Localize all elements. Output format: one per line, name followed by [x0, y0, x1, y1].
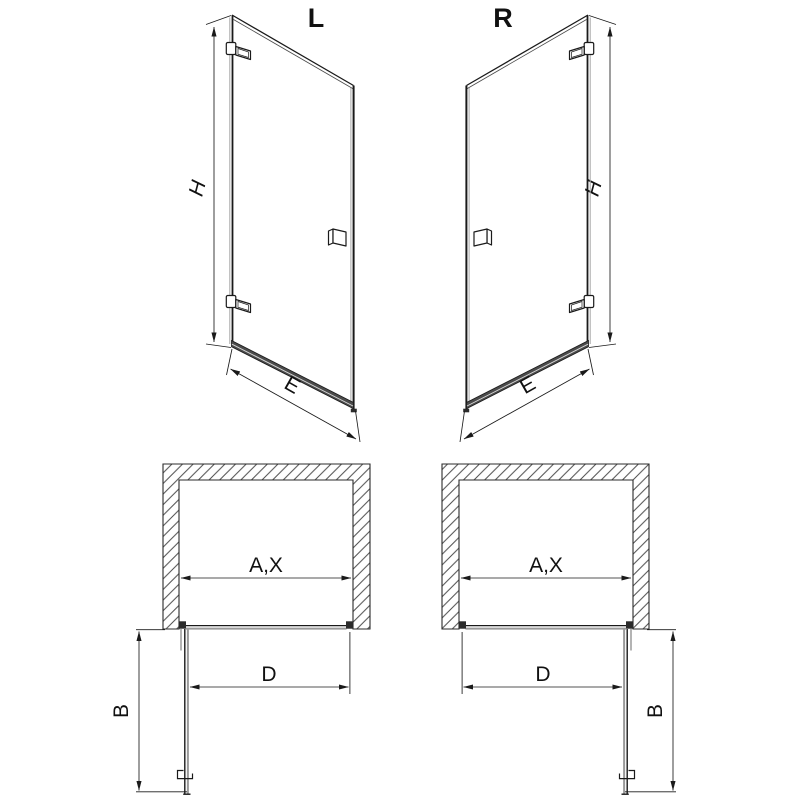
ax-dimension-label: A,X [249, 554, 283, 577]
d-dimension-label: D [261, 663, 277, 686]
plan-right-view [442, 464, 676, 794]
h-extension-bottom [589, 344, 616, 348]
glass-top-edge [467, 15, 589, 86]
hinge-bottom-icon [226, 296, 236, 308]
glass-top-edge-inner [234, 20, 354, 90]
wall-profile-left [459, 621, 466, 628]
handle-knob-icon [474, 229, 487, 246]
ax-dimension-label: A,X [529, 554, 563, 577]
wall-section [163, 464, 370, 629]
h-extension-bottom [206, 344, 231, 348]
b-dimension-label: B [644, 703, 667, 719]
door-left-label: L [307, 3, 325, 33]
hinge-top-icon [226, 43, 236, 55]
h-extension-top [589, 16, 616, 25]
h-dimension-label: H [580, 178, 607, 199]
handle-knob-icon [333, 229, 346, 246]
wall-profile-left [179, 621, 186, 628]
e-extension-right [356, 411, 361, 442]
door-left-view [185, 3, 360, 442]
wall-profile-right [346, 621, 353, 628]
hinge-top-icon [584, 43, 594, 55]
e-extension-left [460, 411, 465, 442]
handle-knob-side [329, 229, 334, 245]
handle-knob-side [487, 229, 492, 245]
e-dimension-label: E [516, 371, 540, 399]
wall-profile-right [626, 621, 633, 628]
e-extension-left [227, 349, 233, 375]
plan-left-view [110, 464, 370, 794]
wall-section [442, 464, 649, 629]
b-dimension-label: B [110, 703, 133, 719]
h-extension-top [206, 16, 231, 25]
h-dimension-label: H [184, 178, 211, 199]
d-dimension-label: D [535, 663, 551, 686]
hinge-bottom-icon [584, 296, 594, 308]
door-right-label: R [493, 3, 513, 33]
door-right-view [460, 3, 616, 442]
glass-top-edge [232, 15, 354, 86]
e-extension-right [588, 349, 594, 375]
glass-top-edge-inner [467, 20, 587, 90]
e-dimension-label: E [280, 371, 304, 399]
